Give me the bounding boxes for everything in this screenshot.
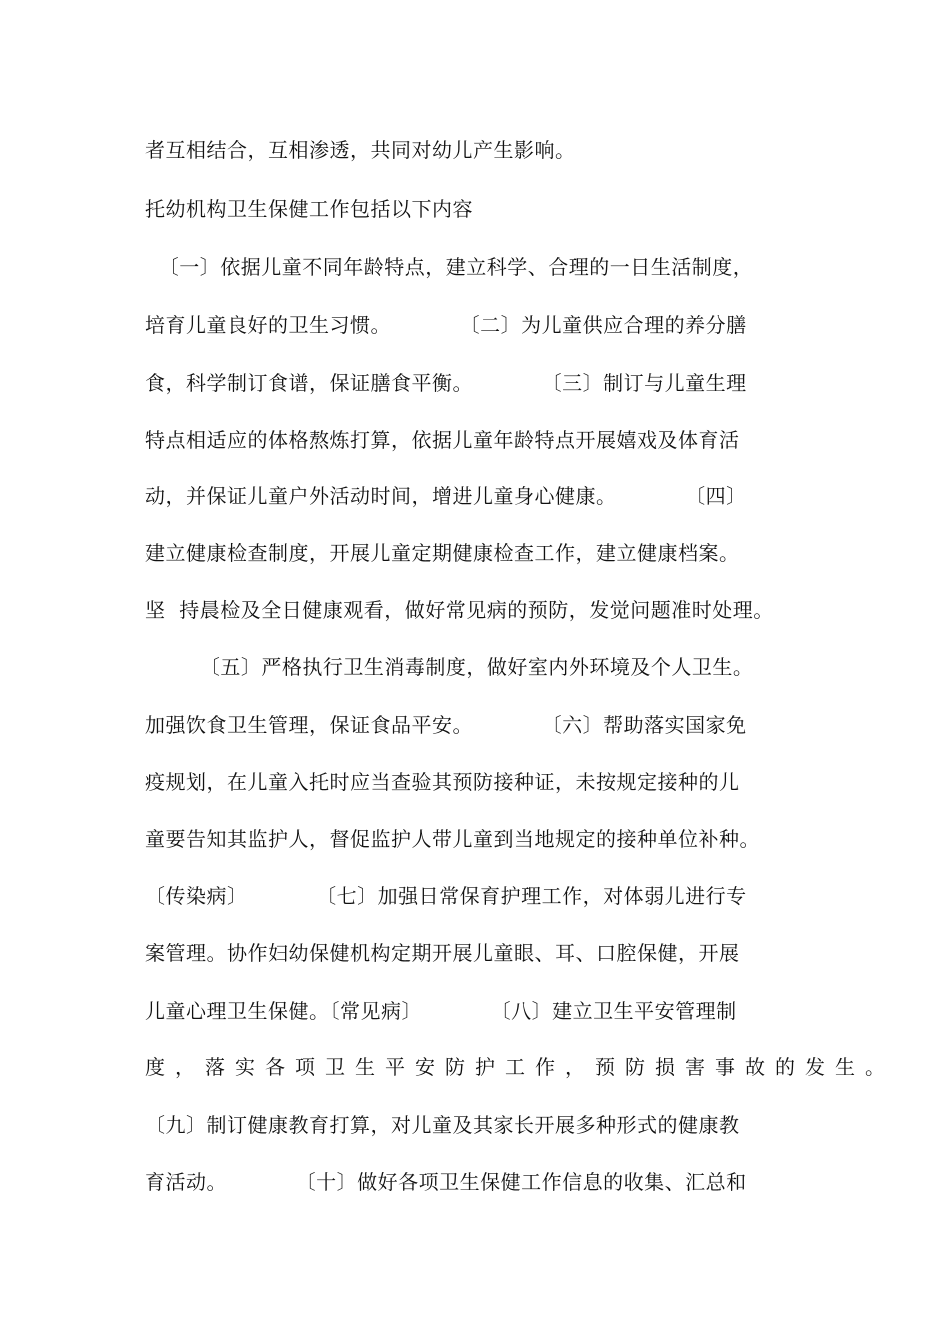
text-line-4: 培育儿童良好的卫生习惯。 〔二〕为儿童供应合理的养分膳: [145, 313, 747, 337]
text-line-10: 〔五〕严格执行卫生消毒制度，做好室内外环境及个人卫生。: [145, 655, 754, 679]
text-line-6: 特点相适应的体格熬炼打算，依据儿童年龄特点开展嬉戏及体育活: [145, 428, 740, 452]
text-line-7: 动，并保证儿童户外活动时间，增进儿童身心健康。 〔四〕: [145, 484, 747, 508]
text-line-12: 疫规划，在儿童入托时应当查验其预防接种证，未按规定接种的儿: [145, 770, 740, 794]
text-line-13: 童要告知其监护人，督促监护人带儿童到当地规定的接种单位补种。: [145, 827, 760, 851]
text-line-11: 加强饮食卫生管理，保证食品平安。 〔六〕帮助落实国家免: [145, 713, 747, 737]
text-line-17: 度，落实各项卫生平安防护工作，预防损害事故的发生。: [145, 1055, 895, 1079]
text-line-2: 托幼机构卫生保健工作包括以下内容: [145, 197, 473, 221]
text-line-14: 〔传染病〕 〔七〕加强日常保育护理工作，对体弱儿进行专: [145, 884, 747, 908]
text-line-15: 案管理。协作妇幼保健机构定期开展儿童眼、耳、口腔保健，开展: [145, 941, 740, 965]
text-line-19: 育活动。 〔十〕做好各项卫生保健工作信息的收集、汇总和: [145, 1170, 747, 1194]
text-line-1: 者互相结合，互相渗透，共同对幼儿产生影响。: [145, 138, 576, 162]
text-line-9: 坚 持晨检及全日健康观看，做好常见病的预防，发觉问题准时处理。: [145, 598, 774, 622]
text-line-3: 〔一〕依据儿童不同年龄特点，建立科学、合理的一日生活制度，: [145, 255, 754, 279]
text-line-16: 儿童心理卫生保健。〔常见病〕 〔八〕建立卫生平安管理制: [145, 999, 737, 1023]
text-line-8: 建立健康检查制度，开展儿童定期健康检查工作，建立健康档案。: [145, 541, 740, 565]
text-line-5: 食，科学制订食谱，保证膳食平衡。 〔三〕制订与儿童生理: [145, 371, 747, 395]
text-line-18: 〔九〕制订健康教育打算，对儿童及其家长开展多种形式的健康教: [145, 1113, 740, 1137]
